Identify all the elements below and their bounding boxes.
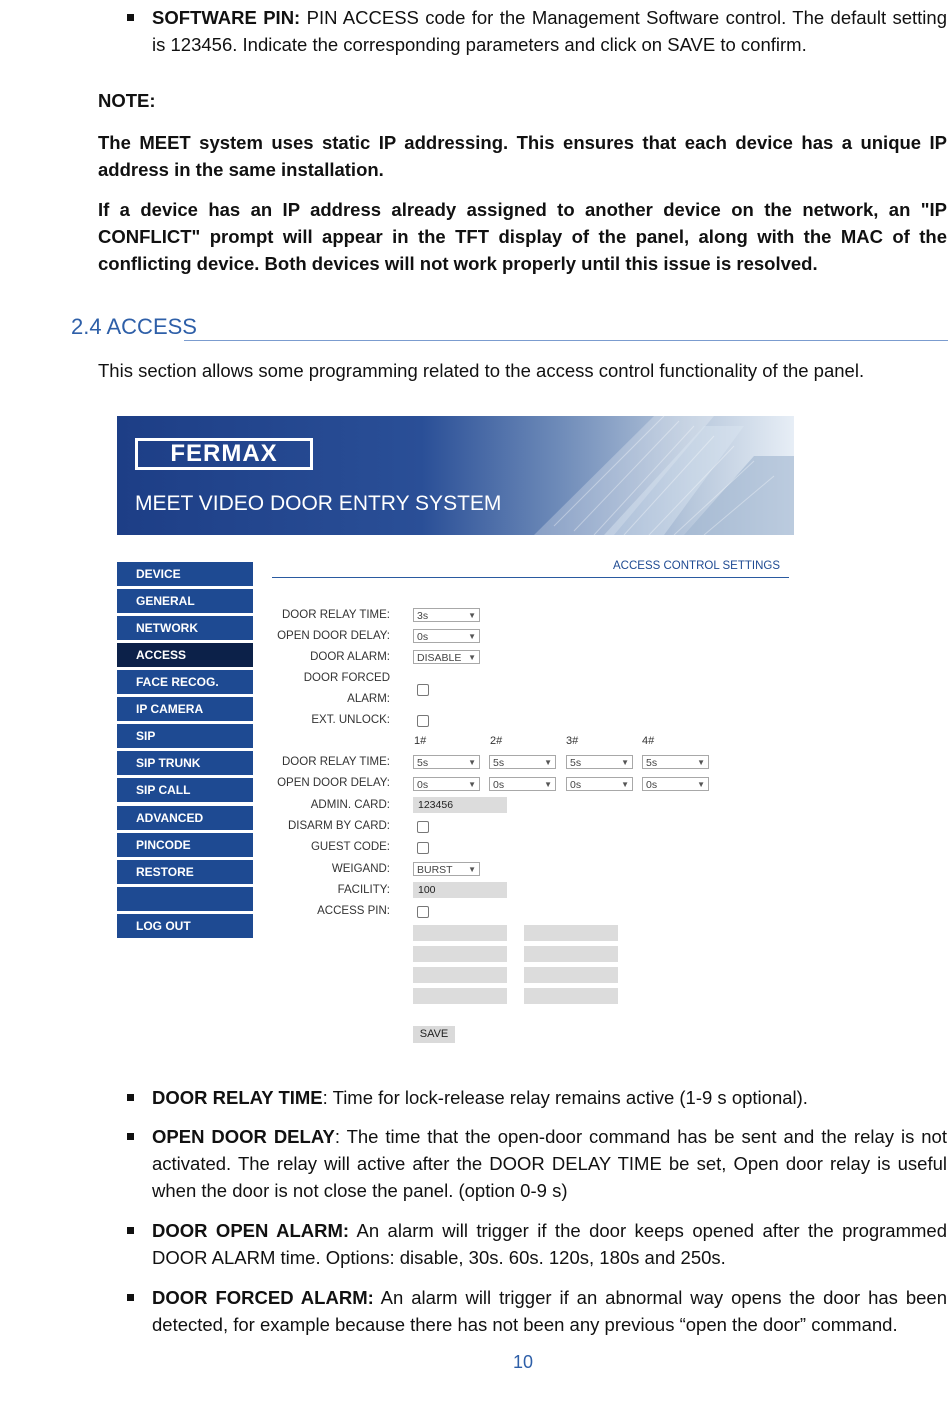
pin-input[interactable]	[413, 988, 507, 1004]
menu-item-general[interactable]: GENERAL	[117, 589, 253, 613]
relay-time-3-value: 5s	[570, 757, 582, 769]
section-number: 2.4	[71, 314, 102, 339]
menu-item-access[interactable]: ACCESS	[117, 643, 253, 667]
column-header-4: 4#	[642, 735, 655, 747]
menu-item-sip[interactable]: SIP	[117, 724, 253, 748]
note-label: NOTE:	[98, 90, 156, 111]
weigand-value: BURST	[417, 864, 453, 876]
chevron-down-icon: ▼	[697, 780, 705, 789]
ext-unlock-checkbox[interactable]	[417, 715, 429, 727]
pin-input[interactable]	[413, 925, 507, 941]
door-forced-alarm-checkbox[interactable]	[417, 684, 429, 696]
section-title: ACCESS	[106, 314, 197, 339]
bullet-label: OPEN DOOR DELAY	[152, 1126, 335, 1147]
page-number: 10	[512, 1352, 534, 1372]
open-door-delay-value: 0s	[417, 631, 429, 643]
bullet-marker	[127, 14, 134, 21]
software-pin-text: PIN ACCESS code for the Management Software control. The default setting is 123456. Indicate the corresponding parameters and click on SAVE to confirm.	[152, 7, 947, 55]
bullet-text: An alarm will trigger if an abnormal way opens the door has been detected, for example because there has not been any previous “open the door” command.	[152, 1287, 947, 1335]
bullet-text: : Time for lock-release relay remains active (1-9 s optional).	[322, 1087, 808, 1108]
label-access-pin: ACCESS PIN:	[317, 905, 390, 917]
bullet-label: DOOR OPEN ALARM:	[152, 1220, 350, 1241]
pin-input[interactable]	[524, 988, 618, 1004]
chevron-down-icon: ▼	[468, 611, 476, 620]
fermax-banner	[117, 416, 794, 535]
chevron-down-icon: ▼	[468, 632, 476, 641]
bullet-marker	[127, 1133, 134, 1140]
bullet-text: An alarm will trigger if the door keeps opened after the programmed DOOR ALARM time. Options: disable, 30s. 60s. 120s, 180s and 250s.	[152, 1220, 947, 1268]
menu-item-restore[interactable]: RESTORE	[117, 860, 253, 884]
open-delay-1-value: 0s	[417, 779, 429, 791]
relay-time-1-value: 5s	[417, 757, 429, 769]
label-open-door-delay-2: OPEN DOOR DELAY:	[277, 777, 390, 789]
panel-title: ACCESS CONTROL SETTINGS	[613, 560, 780, 572]
bullet-door-relay-time	[152, 1084, 947, 1111]
menu-item-sip-trunk[interactable]: SIP TRUNK	[117, 751, 253, 775]
menu-item-device[interactable]: DEVICE	[117, 562, 253, 586]
admin-card-input[interactable]: 123456	[413, 797, 507, 813]
menu-item-pincode[interactable]: PINCODE	[117, 833, 253, 857]
building-graphic	[454, 416, 794, 535]
chevron-down-icon: ▼	[544, 758, 552, 767]
label-alarm: ALARM:	[347, 693, 390, 705]
weigand-select[interactable]	[413, 862, 480, 876]
banner-title: MEET VIDEO DOOR ENTRY SYSTEM	[135, 492, 502, 515]
pin-input[interactable]	[524, 925, 618, 941]
door-alarm-select[interactable]	[413, 650, 480, 664]
column-header-2: 2#	[490, 735, 503, 747]
label-weigand: WEIGAND:	[331, 863, 390, 875]
panel-title-rule	[272, 577, 789, 578]
software-pin-paragraph	[152, 4, 947, 58]
pin-input[interactable]	[524, 946, 618, 962]
label-door-relay-time-2: DOOR RELAY TIME:	[282, 756, 390, 768]
fermax-logo-text: FERMAX	[170, 440, 278, 467]
label-admin-card: ADMIN. CARD:	[310, 799, 390, 811]
menu-item-sip-call[interactable]: SIP CALL	[117, 778, 253, 802]
chevron-down-icon: ▼	[468, 758, 476, 767]
relay-time-1-select[interactable]	[413, 755, 480, 769]
label-door-relay-time: DOOR RELAY TIME:	[282, 609, 390, 621]
bullet-open-door-delay	[152, 1123, 947, 1204]
menu-item-network[interactable]: NETWORK	[117, 616, 253, 640]
heading-rule	[184, 340, 948, 341]
chevron-down-icon: ▼	[468, 653, 476, 662]
label-door-alarm: DOOR ALARM:	[310, 651, 390, 663]
relay-time-3-select[interactable]	[566, 755, 633, 769]
section-intro: This section allows some programming related to the access control functionality of the panel.	[98, 360, 865, 381]
fermax-logo	[135, 438, 313, 470]
open-delay-4-select[interactable]	[642, 777, 709, 791]
open-delay-4-value: 0s	[646, 779, 658, 791]
column-header-3: 3#	[566, 735, 579, 747]
guest-code-checkbox[interactable]	[417, 842, 429, 854]
pin-input[interactable]	[413, 946, 507, 962]
open-delay-3-select[interactable]	[566, 777, 633, 791]
open-delay-2-value: 0s	[493, 779, 505, 791]
door-relay-time-select[interactable]	[413, 608, 480, 622]
label-open-door-delay: OPEN DOOR DELAY:	[277, 630, 390, 642]
label-guest-code: GUEST CODE:	[310, 841, 390, 853]
bullet-label: DOOR FORCED ALARM:	[152, 1287, 374, 1308]
door-alarm-value: DISABLE	[417, 652, 462, 664]
relay-time-2-select[interactable]	[489, 755, 556, 769]
open-delay-3-value: 0s	[570, 779, 582, 791]
label-facility: FACILITY:	[337, 884, 390, 896]
bullet-marker	[127, 1094, 134, 1101]
label-disarm-by-card: DISARM BY CARD:	[287, 820, 390, 832]
open-delay-1-select[interactable]	[413, 777, 480, 791]
bullet-door-open-alarm	[152, 1217, 947, 1271]
menu-item-ip-camera[interactable]: IP CAMERA	[117, 697, 253, 721]
open-delay-2-select[interactable]	[489, 777, 556, 791]
save-button[interactable]: SAVE	[413, 1026, 455, 1043]
chevron-down-icon: ▼	[621, 758, 629, 767]
pin-input[interactable]	[413, 967, 507, 983]
relay-time-4-value: 5s	[646, 757, 658, 769]
pin-input[interactable]	[524, 967, 618, 983]
bullet-text: : The time that the open-door command has be sent and the relay is not activated. The relay will active after the DOOR DELAY TIME be set, Open door relay is useful when the door is not close the panel. (option 0-9 s)	[152, 1126, 947, 1201]
chevron-down-icon: ▼	[468, 780, 476, 789]
section-heading	[71, 314, 197, 340]
note-paragraph-1: The MEET system uses static IP addressing. This ensures that each device has a unique IP address in the same installation.	[98, 132, 947, 180]
disarm-by-card-checkbox[interactable]	[417, 821, 429, 833]
menu-item-logout[interactable]: LOG OUT	[117, 914, 253, 938]
facility-input[interactable]: 100	[413, 882, 507, 898]
chevron-down-icon: ▼	[697, 758, 705, 767]
bullet-label: DOOR RELAY TIME	[152, 1087, 323, 1108]
bullet-marker	[127, 1227, 134, 1234]
bullet-marker	[127, 1294, 134, 1301]
column-header-1: 1#	[414, 735, 427, 747]
note-paragraph-2: If a device has an IP address already assigned to another device on the network, an "IP CONFLICT" prompt will appear in the TFT display of the panel, along with the MAC of the conflicting device. Both devices will not work properly until this issue is resolved.	[98, 199, 947, 274]
chevron-down-icon: ▼	[468, 865, 476, 874]
access-pin-checkbox[interactable]	[417, 906, 429, 918]
chevron-down-icon: ▼	[621, 780, 629, 789]
bullet-door-forced-alarm	[152, 1284, 947, 1338]
relay-time-2-value: 5s	[493, 757, 505, 769]
chevron-down-icon: ▼	[544, 780, 552, 789]
menu-item-blank	[117, 887, 253, 911]
label-ext-unlock: EXT. UNLOCK:	[311, 714, 390, 726]
menu-item-face-recog[interactable]: FACE RECOG.	[117, 670, 253, 694]
open-door-delay-select[interactable]	[413, 629, 480, 643]
door-relay-time-value: 3s	[417, 610, 429, 622]
relay-time-4-select[interactable]	[642, 755, 709, 769]
menu-item-advanced[interactable]: ADVANCED	[117, 806, 253, 830]
software-pin-label: SOFTWARE PIN:	[152, 7, 301, 28]
label-door-forced: DOOR FORCED	[303, 672, 390, 684]
